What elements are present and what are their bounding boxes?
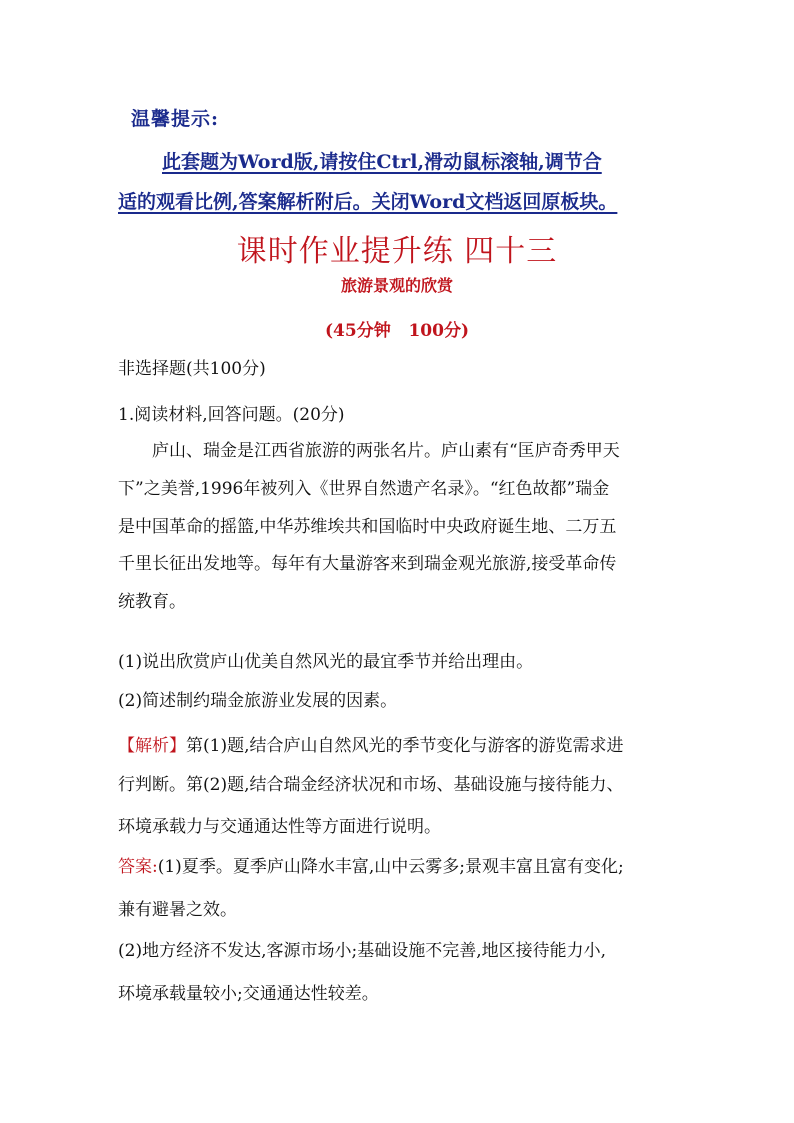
analysis-label: 【解析】 [118, 736, 186, 756]
answer-line-4: 环境承载量较小;交通通达性较差。 [118, 984, 379, 1004]
time-score: (45分钟 100分) [325, 321, 469, 341]
answer-line-2: 兼有避暑之效。 [118, 900, 237, 920]
answer-line-3: (2)地方经济不发达,客源市场小;基础设施不完善,地区接待能力小, [118, 941, 607, 961]
material-line-3: 是中国革命的摇篮,中华苏维埃共和国临时中央政府诞生地、二万五 [118, 517, 617, 537]
answer-label: 答案: [118, 857, 158, 877]
tip-title: 温馨提示: [131, 108, 220, 130]
answer-text-1: (1)夏季。夏季庐山降水丰富,山中云雾多;景观丰富且富有变化; [157, 857, 624, 877]
tip-line-2: 适的观看比例,答案解析附后。关闭Word文档返回原板块。 [118, 191, 618, 213]
material-line-1: 庐山、瑞金是江西省旅游的两张名片。庐山素有“匡庐奇秀甲天 [152, 441, 620, 461]
tip-line-1: 此套题为Word版,请按住Ctrl,滑动鼠标滚轴,调节合 [162, 151, 602, 173]
analysis-line-2: 行判断。第(2)题,结合瑞金经济状况和市场、基础设施与接待能力、 [118, 775, 624, 795]
analysis-line-3: 环境承载力与交通通达性等方面进行说明。 [118, 817, 441, 837]
analysis-line-1 [118, 731, 623, 756]
sub-question-1: (1)说出欣赏庐山优美自然风光的最宜季节并给出理由。 [118, 652, 534, 672]
sub-question-2: (2)简述制约瑞金旅游业发展的因素。 [118, 691, 398, 711]
page-subtitle: 旅游景观的欣赏 [340, 276, 453, 295]
material-line-2: 下”之美誉,1996年被列入《世界自然遗产名录》。“红色故都”瑞金 [118, 479, 610, 499]
analysis-text-1: 第(1)题,结合庐山自然风光的季节变化与游客的游览需求进 [186, 736, 624, 756]
material-line-5: 统教育。 [118, 592, 186, 612]
material-line-4: 千里长征出发地等。每年有大量游客来到瑞金观光旅游,接受革命传 [118, 554, 617, 574]
answer-line-1 [118, 852, 624, 877]
question-heading: 1.阅读材料,回答问题。(20分) [118, 405, 345, 425]
page-title: 课时作业提升练 四十三 [236, 234, 558, 269]
section-label: 非选择题(共100分) [118, 359, 266, 379]
